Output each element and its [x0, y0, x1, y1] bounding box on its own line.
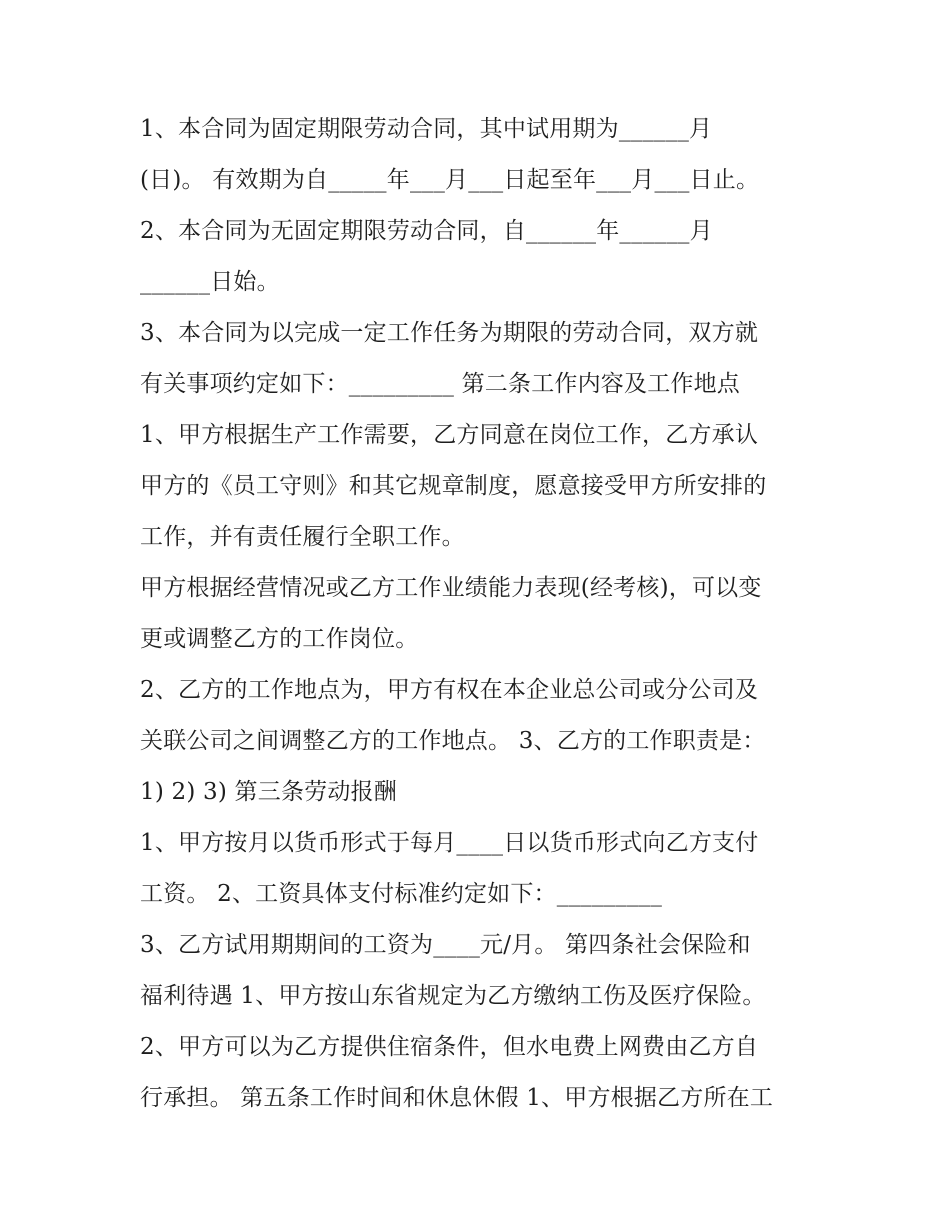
text-line: 福利待遇 1、甲方按山东省规定为乙方缴纳工伤及医疗保险。 [140, 983, 766, 1009]
text-line: 1、本合同为固定期限劳动合同，其中试用期为______月 [140, 116, 713, 142]
text-line: 关联公司之间调整乙方的工作地点。 3、乙方的工作职责是： [140, 728, 766, 754]
text-line: 1、甲方根据生产工作需要，乙方同意在岗位工作，乙方承认 [140, 422, 759, 448]
text-line: 2、甲方可以为乙方提供住宿条件，但水电费上网费由乙方自 [140, 1034, 759, 1060]
text-line: 有关事项约定如下：_________ 第二条工作内容及工作地点 [140, 371, 741, 397]
text-line: 工作，并有责任履行全职工作。 [140, 524, 465, 550]
text-line: 2、乙方的工作地点为，甲方有权在本企业总公司或分公司及 [140, 677, 759, 703]
text-line: 更或调整乙方的工作岗位。 [140, 626, 419, 652]
text-line: 甲方的《员工守则》和其它规章制度，愿意接受甲方所安排的 [140, 473, 767, 499]
text-line: 1、甲方按月以货币形式于每月____日以货币形式向乙方支付 [140, 830, 759, 856]
text-line: (日)。 有效期为自_____年___月___日起至年___月___日止。 [140, 167, 760, 193]
text-line: 甲方根据经营情况或乙方工作业绩能力表现(经考核)，可以变 [140, 575, 762, 601]
contract-text [140, 104, 830, 1124]
text-line: 工资。 2、工资具体支付标准约定如下：_________ [140, 881, 663, 907]
text-line: 2、本合同为无固定期限劳动合同，自______年______月 [140, 218, 713, 244]
text-line: 3、乙方试用期期间的工资为____元/月。 第四条社会保险和 [140, 932, 751, 958]
text-line: 3、本合同为以完成一定工作任务为期限的劳动合同，双方就 [140, 320, 759, 346]
text-line: 1) 2) 3) 第三条劳动报酬 [140, 779, 397, 805]
text-line: ______日始。 [140, 269, 280, 295]
text-line: 行承担。 第五条工作时间和休息休假 1、甲方根据乙方所在工 [140, 1085, 774, 1111]
